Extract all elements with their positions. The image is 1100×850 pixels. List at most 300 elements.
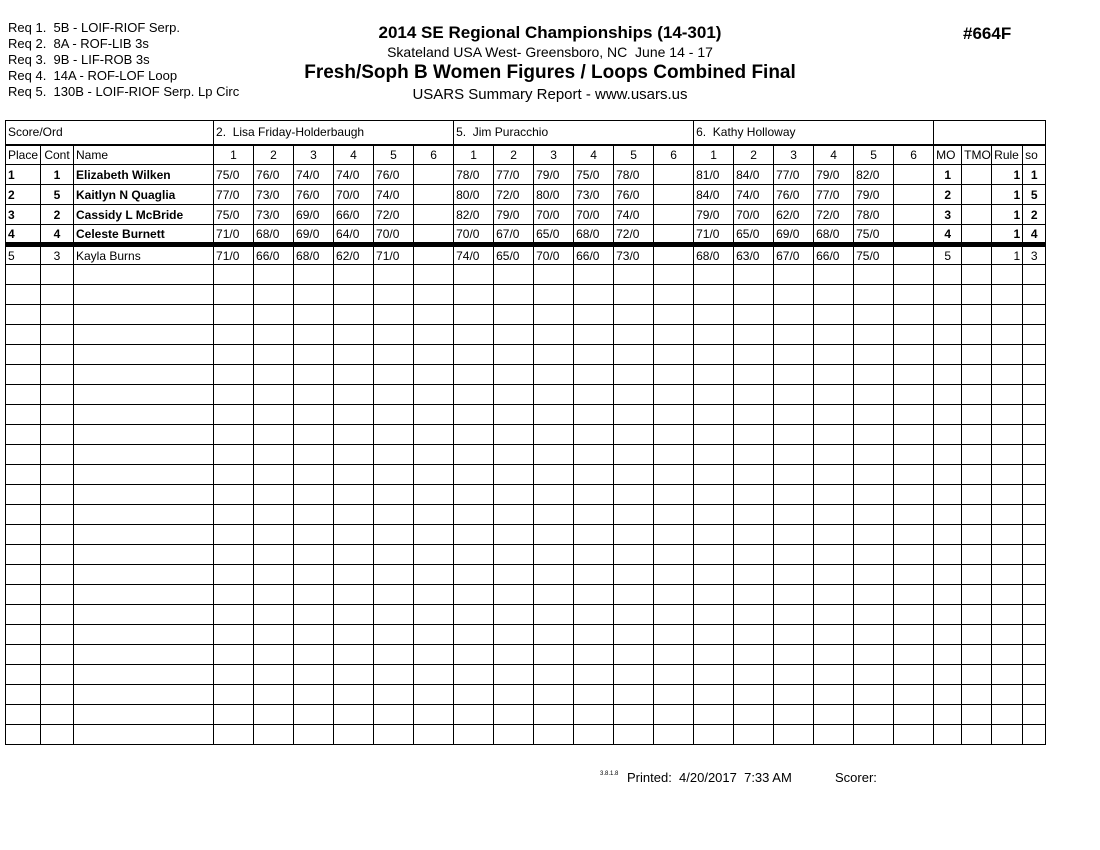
empty-cell xyxy=(734,545,774,565)
empty-cell xyxy=(214,505,254,525)
empty-cell xyxy=(214,645,254,665)
empty-cell xyxy=(574,525,614,545)
empty-row xyxy=(6,645,1046,665)
empty-cell xyxy=(814,645,854,665)
judge-header-spacer xyxy=(934,121,1046,145)
empty-cell xyxy=(454,585,494,605)
empty-cell xyxy=(934,605,962,625)
empty-cell xyxy=(854,505,894,525)
empty-cell xyxy=(854,725,894,745)
score-cell-judge2-6 xyxy=(654,185,694,205)
empty-cell xyxy=(294,485,334,505)
empty-cell xyxy=(41,345,74,365)
col-header-judge2-score1: 1 xyxy=(454,145,494,165)
empty-cell xyxy=(214,305,254,325)
empty-cell xyxy=(694,385,734,405)
empty-cell xyxy=(1023,445,1046,465)
empty-cell xyxy=(962,485,992,505)
col-header-so: so xyxy=(1023,145,1046,165)
requirement-item-3: Req 3. 9B - LIF-ROB 3s xyxy=(8,52,150,67)
empty-cell xyxy=(854,525,894,545)
empty-cell xyxy=(214,405,254,425)
score-cell-judge2-6 xyxy=(654,205,694,225)
empty-cell xyxy=(894,405,934,425)
score-cell-judge2-4: 70/0 xyxy=(574,205,614,225)
empty-cell xyxy=(614,425,654,445)
empty-cell xyxy=(962,585,992,605)
empty-row xyxy=(6,525,1046,545)
empty-cell xyxy=(334,425,374,445)
empty-cell xyxy=(934,505,962,525)
empty-cell xyxy=(334,705,374,725)
empty-cell xyxy=(334,405,374,425)
empty-cell xyxy=(41,325,74,345)
score-cell-judge3-2: 70/0 xyxy=(734,205,774,225)
empty-cell xyxy=(774,425,814,445)
empty-cell xyxy=(992,365,1023,385)
empty-cell xyxy=(574,545,614,565)
empty-cell xyxy=(694,565,734,585)
empty-cell xyxy=(694,345,734,365)
empty-cell xyxy=(254,485,294,505)
empty-cell xyxy=(694,325,734,345)
empty-cell xyxy=(854,545,894,565)
empty-cell xyxy=(74,465,214,485)
empty-cell xyxy=(74,265,214,285)
rule-cell: 1 xyxy=(992,165,1023,185)
empty-cell xyxy=(494,665,534,685)
empty-cell xyxy=(654,445,694,465)
empty-cell xyxy=(334,485,374,505)
empty-cell xyxy=(774,525,814,545)
empty-cell xyxy=(992,725,1023,745)
empty-cell xyxy=(894,485,934,505)
empty-cell xyxy=(74,405,214,425)
skater-row xyxy=(6,185,1046,205)
score-cell-judge1-4: 66/0 xyxy=(334,205,374,225)
empty-cell xyxy=(454,345,494,365)
empty-cell xyxy=(774,605,814,625)
empty-cell xyxy=(254,385,294,405)
empty-row xyxy=(6,445,1046,465)
empty-cell xyxy=(614,465,654,485)
empty-cell xyxy=(614,525,654,545)
empty-cell xyxy=(454,425,494,445)
col-header-judge3-score2: 2 xyxy=(734,145,774,165)
empty-cell xyxy=(494,325,534,345)
report-type-line: USARS Summary Report - www.usars.us xyxy=(412,86,688,103)
empty-cell xyxy=(894,365,934,385)
empty-cell xyxy=(494,605,534,625)
rule-cell: 1 xyxy=(992,225,1023,245)
empty-cell xyxy=(41,605,74,625)
empty-cell xyxy=(74,485,214,505)
empty-cell xyxy=(654,425,694,445)
empty-cell xyxy=(962,665,992,685)
empty-cell xyxy=(694,625,734,645)
empty-cell xyxy=(934,425,962,445)
empty-cell xyxy=(6,325,41,345)
empty-cell xyxy=(574,285,614,305)
report-header xyxy=(0,23,1100,105)
empty-cell xyxy=(374,385,414,405)
empty-cell xyxy=(894,545,934,565)
empty-cell xyxy=(854,385,894,405)
empty-cell xyxy=(614,405,654,425)
empty-cell xyxy=(992,385,1023,405)
empty-cell xyxy=(494,685,534,705)
empty-cell xyxy=(1023,285,1046,305)
empty-cell xyxy=(254,565,294,585)
empty-cell xyxy=(41,525,74,545)
empty-cell xyxy=(734,665,774,685)
empty-cell xyxy=(1023,425,1046,445)
empty-cell xyxy=(414,645,454,665)
empty-cell xyxy=(334,565,374,585)
empty-cell xyxy=(414,545,454,565)
empty-cell xyxy=(41,505,74,525)
empty-cell xyxy=(734,385,774,405)
empty-cell xyxy=(534,385,574,405)
empty-cell xyxy=(74,645,214,665)
score-cell-judge1-5: 74/0 xyxy=(374,185,414,205)
col-header-judge2-score4: 4 xyxy=(574,145,614,165)
score-cell-judge1-3: 69/0 xyxy=(294,205,334,225)
empty-cell xyxy=(254,605,294,625)
empty-cell xyxy=(414,465,454,485)
empty-cell xyxy=(574,445,614,465)
empty-cell xyxy=(814,605,854,625)
tmo-cell xyxy=(962,165,992,185)
empty-cell xyxy=(614,645,654,665)
empty-cell xyxy=(894,385,934,405)
score-cell-judge2-2: 65/0 xyxy=(494,245,534,265)
empty-cell xyxy=(814,445,854,465)
empty-cell xyxy=(454,725,494,745)
empty-cell xyxy=(574,325,614,345)
score-cell-judge3-5: 78/0 xyxy=(854,205,894,225)
empty-cell xyxy=(614,485,654,505)
empty-cell xyxy=(814,725,854,745)
empty-cell xyxy=(294,625,334,645)
empty-cell xyxy=(992,685,1023,705)
empty-cell xyxy=(1023,565,1046,585)
empty-cell xyxy=(992,565,1023,585)
score-cell-judge2-1: 82/0 xyxy=(454,205,494,225)
empty-cell xyxy=(894,325,934,345)
score-cell-judge1-4: 70/0 xyxy=(334,185,374,205)
empty-cell xyxy=(454,445,494,465)
score-cell-judge3-6 xyxy=(894,205,934,225)
skater-row xyxy=(6,205,1046,225)
empty-cell xyxy=(294,385,334,405)
empty-cell xyxy=(934,385,962,405)
empty-cell xyxy=(41,585,74,605)
empty-cell xyxy=(962,385,992,405)
empty-cell xyxy=(614,345,654,365)
empty-cell xyxy=(774,585,814,605)
score-cell-judge3-1: 79/0 xyxy=(694,205,734,225)
empty-cell xyxy=(374,465,414,485)
empty-cell xyxy=(934,365,962,385)
empty-cell xyxy=(374,565,414,585)
empty-cell xyxy=(41,285,74,305)
empty-cell xyxy=(6,585,41,605)
empty-row xyxy=(6,325,1046,345)
empty-cell xyxy=(494,705,534,725)
empty-cell xyxy=(992,265,1023,285)
empty-cell xyxy=(334,725,374,745)
rule-cell: 1 xyxy=(992,185,1023,205)
empty-cell xyxy=(854,265,894,285)
score-cell-judge1-1: 75/0 xyxy=(214,165,254,185)
empty-cell xyxy=(414,305,454,325)
empty-cell xyxy=(534,705,574,725)
empty-cell xyxy=(654,665,694,685)
empty-cell xyxy=(614,545,654,565)
empty-cell xyxy=(614,445,654,465)
empty-row xyxy=(6,345,1046,365)
empty-cell xyxy=(294,645,334,665)
empty-cell xyxy=(1023,625,1046,645)
cont-cell: 1 xyxy=(41,165,74,185)
empty-cell xyxy=(334,345,374,365)
empty-cell xyxy=(814,365,854,385)
place-cell: 1 xyxy=(6,165,41,185)
score-cell-judge2-3: 79/0 xyxy=(534,165,574,185)
empty-cell xyxy=(934,265,962,285)
col-header-judge1-score5: 5 xyxy=(374,145,414,165)
empty-cell xyxy=(254,645,294,665)
empty-cell xyxy=(374,525,414,545)
empty-cell xyxy=(334,505,374,525)
col-header-cont: Cont xyxy=(41,145,74,165)
empty-cell xyxy=(1023,645,1046,665)
empty-cell xyxy=(992,645,1023,665)
empty-cell xyxy=(574,565,614,585)
empty-cell xyxy=(74,705,214,725)
event-title: Fresh/Soph B Women Figures / Loops Combined Final xyxy=(304,62,796,83)
empty-cell xyxy=(962,345,992,365)
empty-cell xyxy=(414,405,454,425)
empty-cell xyxy=(1023,325,1046,345)
empty-cell xyxy=(734,685,774,705)
empty-cell xyxy=(934,725,962,745)
score-cell-judge1-5: 71/0 xyxy=(374,245,414,265)
empty-cell xyxy=(374,445,414,465)
empty-cell xyxy=(614,285,654,305)
col-header-judge3-score3: 3 xyxy=(774,145,814,165)
requirement-item-2: Req 2. 8A - ROF-LIB 3s xyxy=(8,36,149,51)
empty-cell xyxy=(41,365,74,385)
col-header-mo: MO xyxy=(934,145,962,165)
empty-cell xyxy=(414,345,454,365)
empty-cell xyxy=(6,285,41,305)
empty-cell xyxy=(894,525,934,545)
empty-cell xyxy=(6,445,41,465)
empty-cell xyxy=(1023,365,1046,385)
empty-cell xyxy=(854,365,894,385)
place-cell: 3 xyxy=(6,205,41,225)
empty-cell xyxy=(854,325,894,345)
empty-cell xyxy=(694,485,734,505)
empty-cell xyxy=(534,545,574,565)
empty-cell xyxy=(814,285,854,305)
score-cell-judge3-4: 66/0 xyxy=(814,245,854,265)
empty-cell xyxy=(734,605,774,625)
empty-cell xyxy=(454,465,494,485)
empty-cell xyxy=(734,425,774,445)
score-cell-judge1-5: 72/0 xyxy=(374,205,414,225)
score-cell-judge1-1: 71/0 xyxy=(214,245,254,265)
empty-cell xyxy=(962,425,992,445)
empty-cell xyxy=(414,585,454,605)
empty-cell xyxy=(654,645,694,665)
empty-cell xyxy=(41,485,74,505)
empty-cell xyxy=(694,365,734,385)
empty-cell xyxy=(294,725,334,745)
empty-cell xyxy=(414,685,454,705)
place-cell: 2 xyxy=(6,185,41,205)
empty-cell xyxy=(654,265,694,285)
score-cell-judge3-3: 62/0 xyxy=(774,205,814,225)
empty-cell xyxy=(574,365,614,385)
score-cell-judge2-2: 77/0 xyxy=(494,165,534,185)
empty-cell xyxy=(774,265,814,285)
empty-cell xyxy=(494,385,534,405)
empty-cell xyxy=(854,625,894,645)
empty-cell xyxy=(962,445,992,465)
score-cell-judge2-6 xyxy=(654,225,694,245)
empty-row xyxy=(6,365,1046,385)
empty-cell xyxy=(894,645,934,665)
empty-cell xyxy=(494,585,534,605)
empty-cell xyxy=(962,605,992,625)
empty-cell xyxy=(494,305,534,325)
empty-cell xyxy=(454,505,494,525)
empty-cell xyxy=(614,725,654,745)
empty-row xyxy=(6,565,1046,585)
score-cell-judge3-3: 69/0 xyxy=(774,225,814,245)
empty-cell xyxy=(41,565,74,585)
empty-cell xyxy=(694,705,734,725)
tmo-cell xyxy=(962,225,992,245)
empty-cell xyxy=(454,605,494,625)
empty-cell xyxy=(334,545,374,565)
empty-cell xyxy=(6,505,41,525)
empty-cell xyxy=(494,565,534,585)
skater-row xyxy=(6,245,1046,265)
empty-cell xyxy=(74,285,214,305)
score-cell-judge2-6 xyxy=(654,165,694,185)
empty-cell xyxy=(734,625,774,645)
empty-cell xyxy=(414,505,454,525)
empty-cell xyxy=(454,405,494,425)
score-cell-judge3-1: 68/0 xyxy=(694,245,734,265)
empty-cell xyxy=(962,305,992,325)
empty-cell xyxy=(654,405,694,425)
score-ord-label: Score/Ord xyxy=(6,121,214,145)
empty-cell xyxy=(494,285,534,305)
empty-cell xyxy=(494,525,534,545)
empty-cell xyxy=(254,505,294,525)
empty-row xyxy=(6,705,1046,725)
empty-cell xyxy=(454,385,494,405)
empty-cell xyxy=(74,525,214,545)
empty-cell xyxy=(214,465,254,485)
empty-cell xyxy=(654,525,694,545)
empty-cell xyxy=(254,345,294,365)
empty-cell xyxy=(6,525,41,545)
empty-cell xyxy=(334,665,374,685)
empty-cell xyxy=(734,445,774,465)
mo-cell: 4 xyxy=(934,225,962,245)
empty-cell xyxy=(694,445,734,465)
empty-cell xyxy=(494,625,534,645)
empty-row xyxy=(6,625,1046,645)
empty-cell xyxy=(992,625,1023,645)
empty-cell xyxy=(41,545,74,565)
score-cell-judge2-3: 65/0 xyxy=(534,225,574,245)
empty-cell xyxy=(294,465,334,485)
empty-cell xyxy=(414,605,454,625)
place-cell: 4 xyxy=(6,225,41,245)
empty-cell xyxy=(6,605,41,625)
empty-cell xyxy=(374,585,414,605)
requirement-item-1: Req 1. 5B - LOIF-RIOF Serp. xyxy=(8,20,180,35)
empty-cell xyxy=(574,705,614,725)
empty-cell xyxy=(534,445,574,465)
score-cell-judge3-2: 65/0 xyxy=(734,225,774,245)
empty-cell xyxy=(414,365,454,385)
empty-cell xyxy=(934,645,962,665)
empty-cell xyxy=(534,645,574,665)
empty-cell xyxy=(294,305,334,325)
empty-cell xyxy=(294,365,334,385)
empty-cell xyxy=(694,605,734,625)
empty-cell xyxy=(814,485,854,505)
empty-cell xyxy=(41,645,74,665)
empty-cell xyxy=(654,545,694,565)
empty-cell xyxy=(894,285,934,305)
col-header-name: Name xyxy=(74,145,214,165)
empty-cell xyxy=(574,405,614,425)
empty-cell xyxy=(6,305,41,325)
empty-cell xyxy=(962,685,992,705)
empty-cell xyxy=(734,725,774,745)
empty-cell xyxy=(894,725,934,745)
championship-title: 2014 SE Regional Championships (14-301) xyxy=(378,23,722,42)
empty-cell xyxy=(254,685,294,705)
judge-header-2: 5. Jim Puracchio xyxy=(454,121,694,145)
empty-cell xyxy=(614,365,654,385)
empty-cell xyxy=(654,585,694,605)
empty-row xyxy=(6,465,1046,485)
empty-cell xyxy=(6,565,41,585)
empty-cell xyxy=(74,725,214,745)
score-cell-judge1-3: 68/0 xyxy=(294,245,334,265)
empty-cell xyxy=(574,345,614,365)
score-cell-judge3-6 xyxy=(894,185,934,205)
empty-cell xyxy=(734,565,774,585)
empty-cell xyxy=(694,585,734,605)
score-cell-judge1-5: 76/0 xyxy=(374,165,414,185)
empty-cell xyxy=(614,565,654,585)
empty-cell xyxy=(574,665,614,685)
empty-cell xyxy=(334,625,374,645)
empty-cell xyxy=(294,545,334,565)
col-header-place: Place xyxy=(6,145,41,165)
